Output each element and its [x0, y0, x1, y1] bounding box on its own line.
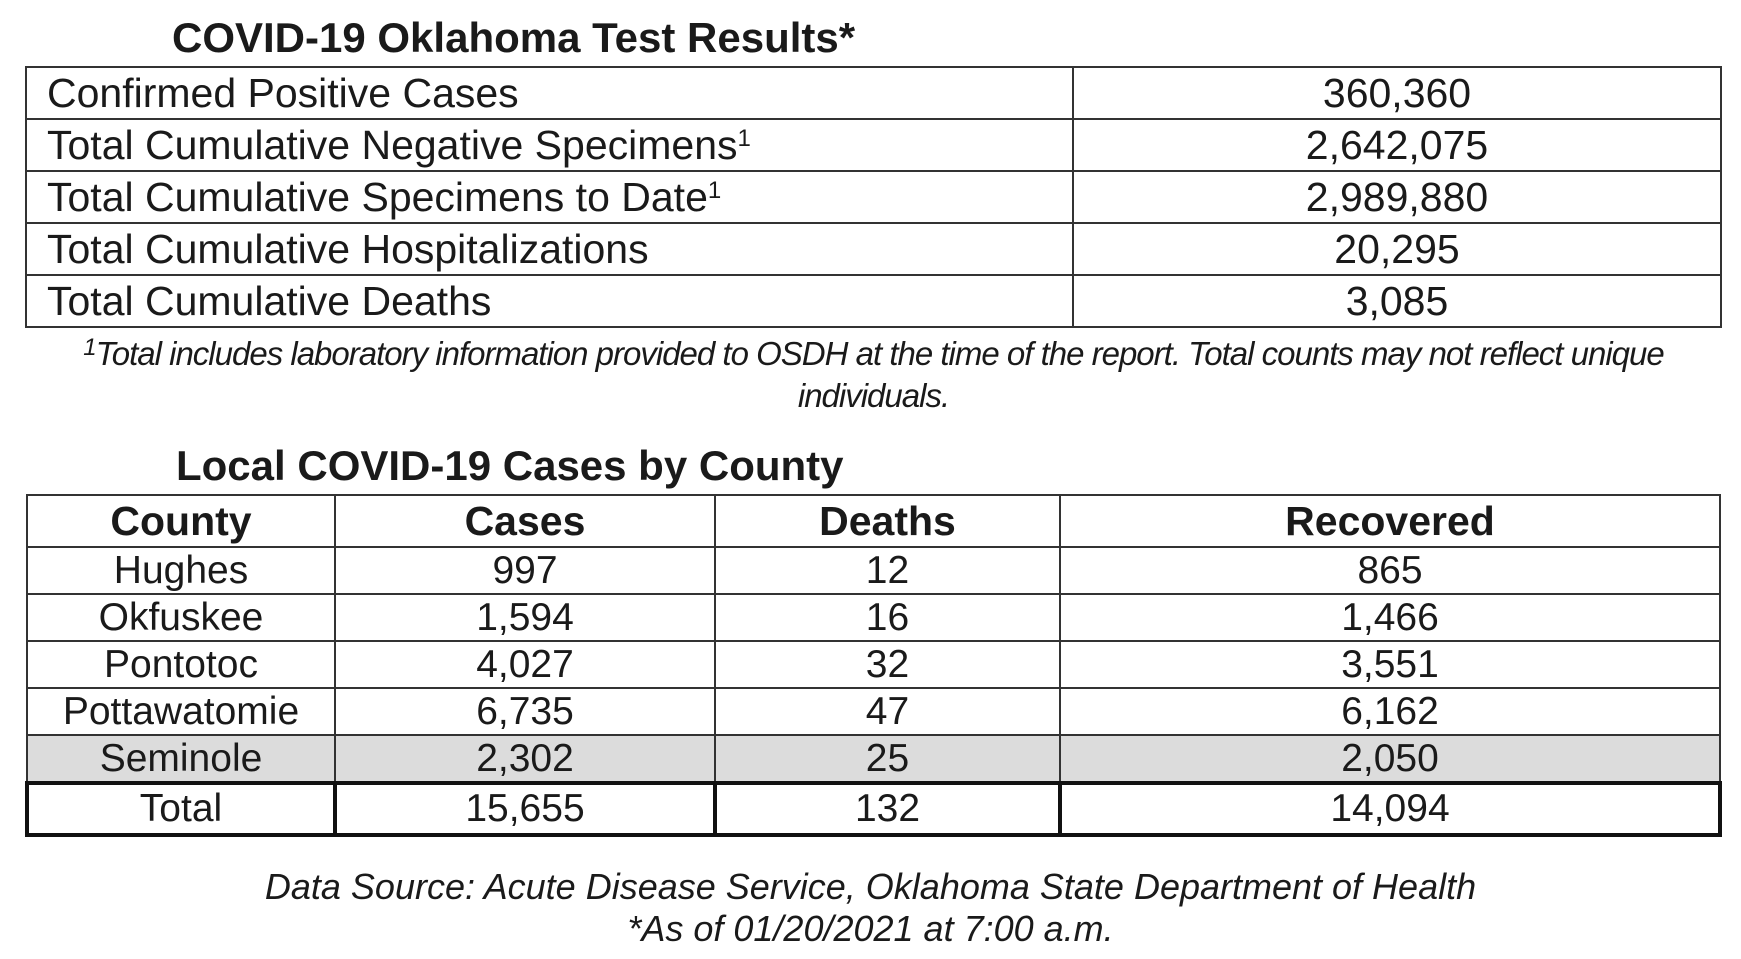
- row-value: 360,360: [1073, 67, 1721, 119]
- total-label: Total: [27, 783, 335, 835]
- county-cell: Okfuskee: [27, 594, 335, 641]
- source-line: Data Source: Acute Disease Service, Oklahoma State Department of Health: [264, 866, 1477, 907]
- county-cases-title: Local COVID-19 Cases by County: [176, 442, 844, 489]
- row-label: Total Cumulative Hospitalizations: [26, 223, 1073, 275]
- county-cell: Seminole: [27, 735, 335, 783]
- table-row: [27, 735, 1720, 783]
- deaths-cell: 16: [715, 594, 1060, 641]
- cases-cell: 4,027: [335, 641, 715, 688]
- table-row: [26, 171, 1721, 223]
- total-cases: 15,655: [335, 783, 715, 835]
- county-cell: Hughes: [27, 547, 335, 594]
- header-county: County: [27, 495, 335, 547]
- row-label: Total Cumulative Specimens to Date$^1$: [26, 171, 1073, 223]
- cases-cell: 997: [335, 547, 715, 594]
- row-value: 3,085: [1073, 275, 1721, 327]
- cases-cell: 2,302: [335, 735, 715, 783]
- footnote-marker: 1: [707, 177, 722, 204]
- row-label: Total Cumulative Negative Specimens$^1$: [26, 119, 1073, 171]
- footnote-marker: 1: [737, 125, 751, 152]
- county-cell: Pontotoc: [27, 641, 335, 688]
- county-cell: Pottawatomie: [27, 688, 335, 735]
- footnote-marker: 1: [83, 334, 96, 361]
- header-row: [27, 495, 1720, 547]
- data-source: [0, 866, 1741, 950]
- table-row: [27, 688, 1720, 735]
- header-deaths: Deaths: [715, 495, 1060, 547]
- row-label: Total Cumulative Deaths: [26, 275, 1073, 327]
- cases-cell: 6,735: [335, 688, 715, 735]
- deaths-cell: 12: [715, 547, 1060, 594]
- table-row: [27, 547, 1720, 594]
- footnote: [25, 333, 1722, 417]
- table-row: [26, 223, 1721, 275]
- row-value: 20,295: [1073, 223, 1721, 275]
- row-value: 2,642,075: [1073, 119, 1721, 171]
- deaths-cell: 47: [715, 688, 1060, 735]
- deaths-cell: 32: [715, 641, 1060, 688]
- deaths-cell: 25: [715, 735, 1060, 783]
- recovered-cell: 6,162: [1060, 688, 1720, 735]
- table-row: [26, 275, 1721, 327]
- cases-cell: 1,594: [335, 594, 715, 641]
- row-label: Confirmed Positive Cases: [26, 67, 1073, 119]
- table-row: [27, 594, 1720, 641]
- recovered-cell: 865: [1060, 547, 1720, 594]
- header-cases: Cases: [335, 495, 715, 547]
- test-results-title: COVID-19 Oklahoma Test Results*: [172, 14, 856, 61]
- recovered-cell: 2,050: [1060, 735, 1720, 783]
- total-deaths: 132: [715, 783, 1060, 835]
- row-value: 2,989,880: [1073, 171, 1721, 223]
- table-row: [27, 641, 1720, 688]
- recovered-cell: 3,551: [1060, 641, 1720, 688]
- test-results-table: [25, 66, 1722, 328]
- county-cases-table: [25, 494, 1722, 837]
- footnote-text: Total includes laboratory information provided to OSDH at the time of the report. Total counts may not reflect unique individuals.: [95, 335, 1664, 414]
- total-row: [27, 783, 1720, 835]
- table-row: [26, 119, 1721, 171]
- header-recovered: Recovered: [1060, 495, 1720, 547]
- as-of-line: *As of 01/20/2021 at 7:00 a.m.: [627, 908, 1114, 949]
- table-row: [26, 67, 1721, 119]
- recovered-cell: 1,466: [1060, 594, 1720, 641]
- total-recovered: 14,094: [1060, 783, 1720, 835]
